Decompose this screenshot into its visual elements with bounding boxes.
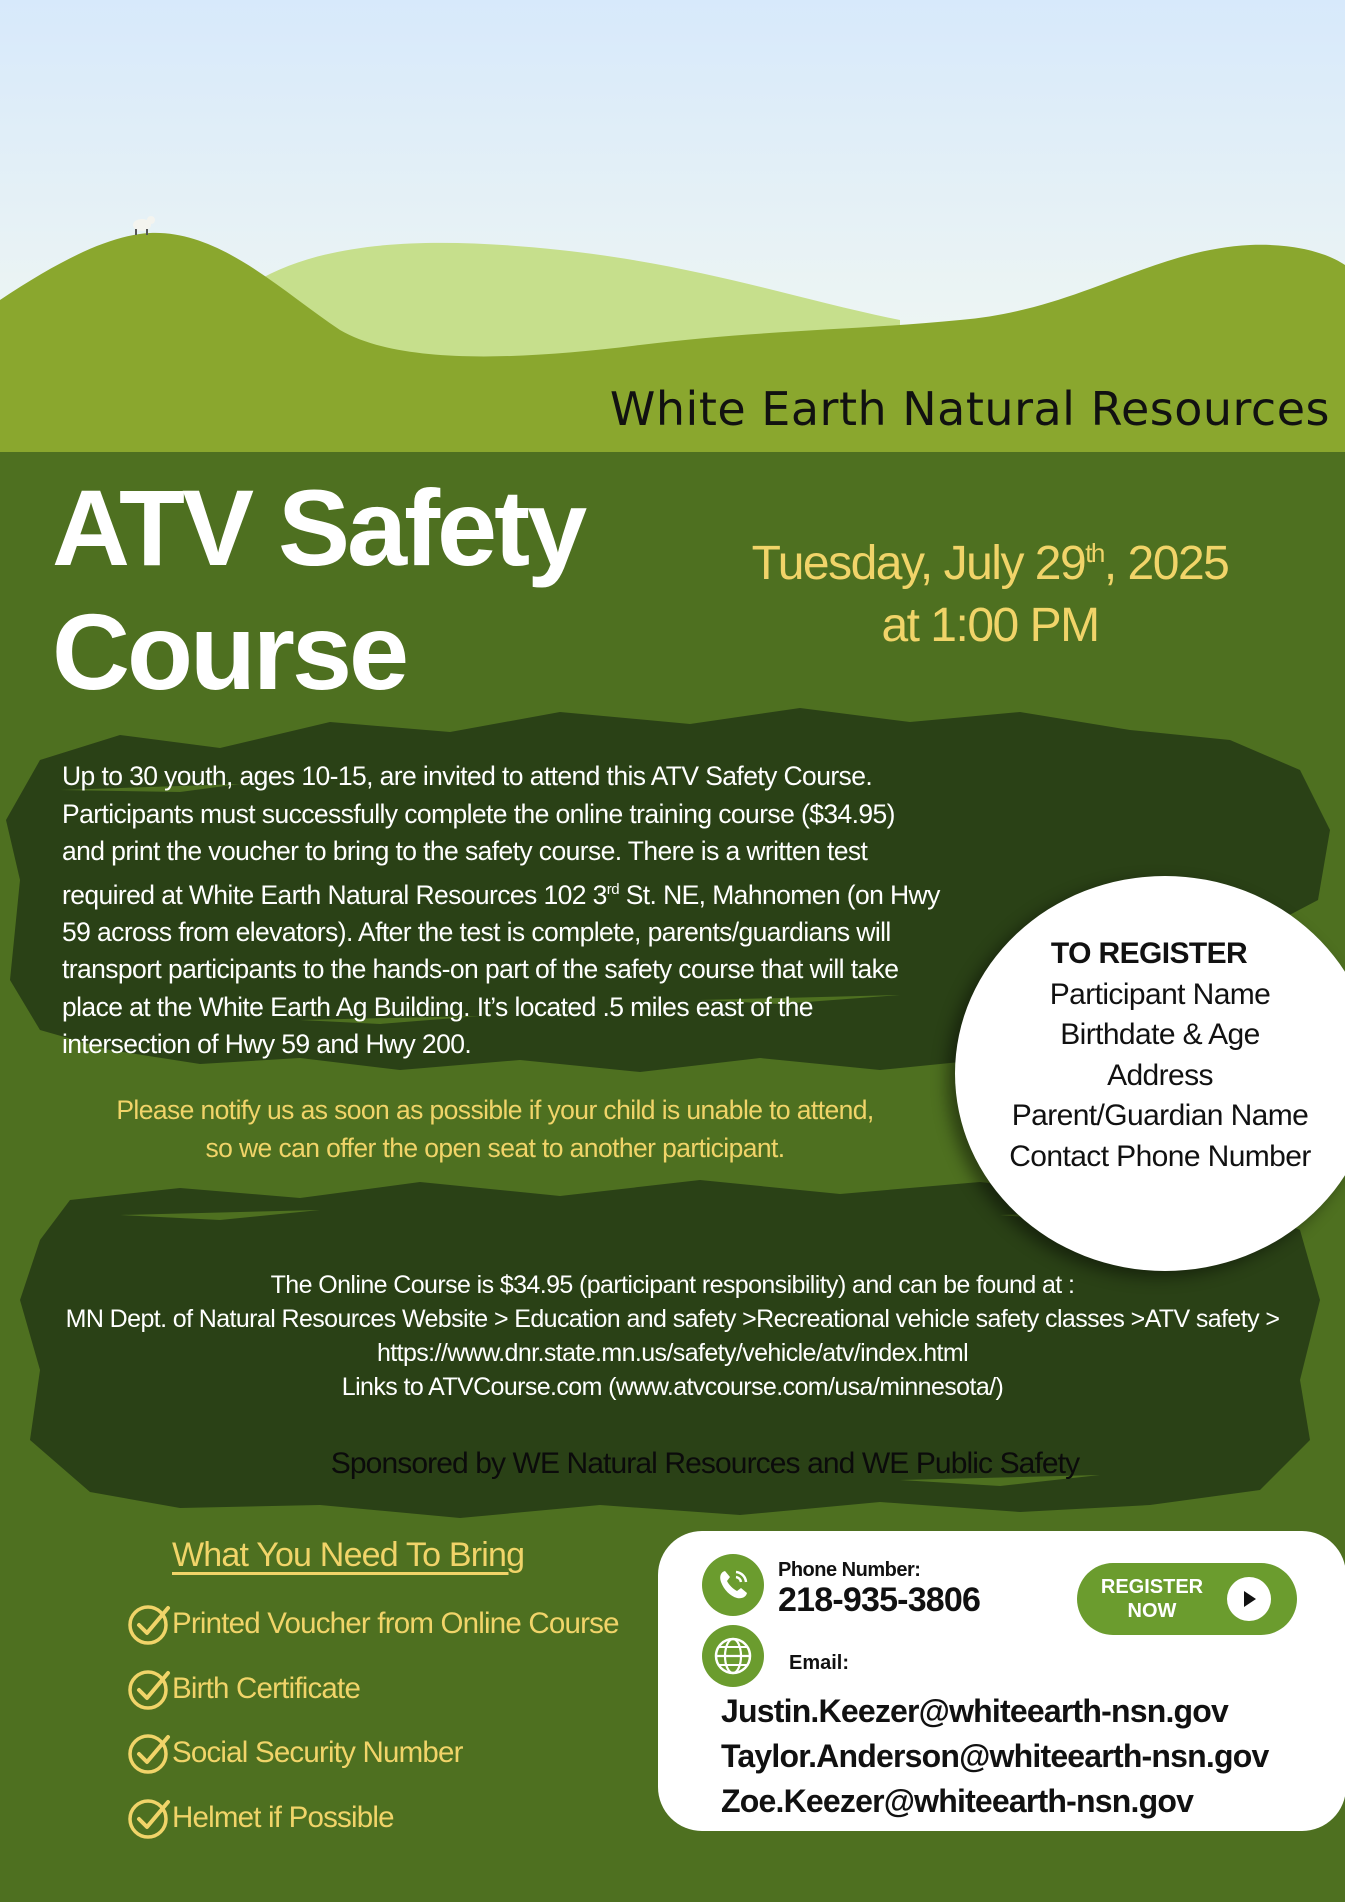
bring-item-label: Helmet if Possible bbox=[172, 1800, 394, 1834]
event-date bbox=[700, 522, 1280, 657]
email-label: Email: bbox=[789, 1652, 850, 1674]
check-circle-icon bbox=[128, 1731, 172, 1775]
intro-sup: rd bbox=[606, 880, 619, 898]
event-time: at 1:00 PM bbox=[881, 599, 1099, 652]
organization-name: White Earth Natural Resources bbox=[609, 382, 1330, 436]
register-item: Participant Name bbox=[1049, 977, 1271, 1011]
phone-number[interactable]: 218-935-3806 bbox=[778, 1581, 981, 1619]
list-item bbox=[128, 1657, 688, 1722]
title-line-1: ATV Safety bbox=[52, 467, 585, 588]
intro-text-1: Up to 30 youth, ages 10-15, are invited to attend this ATV Safety Course. Participants must successfully complete the online training course ($34.95) and print the voucher to bring to the safety course. There is a written test required at White Earth Natural Resources 102 3 bbox=[62, 761, 895, 910]
online-course-path: MN Dept. of Natural Resources Website > Education and safety >Recreational vehicle safety classes >ATV safety > bbox=[65, 1305, 1280, 1333]
intro-text-2: St. NE, Mahnomen (on Hwy 59 across from elevators). After the test is complete, parents/guardians will transport participants to the hands-on part of the safety course that will take place at the White Earth Ag Building. It’s located .5 miles east of the intersection of Hwy 59 and Hwy 200. bbox=[62, 879, 940, 1060]
email-link[interactable]: Justin.Keezer@whiteearth-nsn.gov bbox=[721, 1693, 1229, 1729]
bring-heading: What You Need To Bring bbox=[172, 1536, 525, 1574]
date-suffix: th bbox=[1085, 538, 1104, 568]
check-circle-icon bbox=[128, 1667, 172, 1711]
email-link[interactable]: Zoe.Keezer@whiteearth-nsn.gov bbox=[721, 1783, 1194, 1819]
globe-icon bbox=[702, 1625, 764, 1687]
online-course-line: The Online Course is $34.95 (participant responsibility) and can be found at : bbox=[270, 1271, 1075, 1299]
register-title: TO REGISTER bbox=[1050, 937, 1248, 970]
date-text: Tuesday, July 29 bbox=[751, 537, 1086, 590]
phone-icon bbox=[702, 1554, 764, 1616]
notify-line-1: Please notify us as soon as possible if your child is unable to attend, bbox=[116, 1095, 874, 1125]
email-link[interactable]: Taylor.Anderson@whiteearth-nsn.gov bbox=[721, 1738, 1269, 1774]
bring-item-label: Printed Voucher from Online Course bbox=[172, 1607, 619, 1641]
date-line bbox=[700, 522, 1280, 595]
list-item bbox=[128, 1592, 688, 1657]
bring-item-label: Birth Certificate bbox=[172, 1671, 361, 1705]
bring-item-label: Social Security Number bbox=[172, 1736, 463, 1770]
list-item bbox=[128, 1786, 688, 1851]
online-course-info bbox=[40, 1268, 1305, 1404]
arrow-right-icon bbox=[1227, 1577, 1271, 1621]
check-circle-icon bbox=[128, 1796, 172, 1840]
register-info bbox=[975, 934, 1345, 1177]
page-title bbox=[52, 466, 692, 714]
register-item: Address bbox=[1107, 1058, 1213, 1092]
notify-line-2: so we can offer the open seat to another participant. bbox=[205, 1133, 785, 1163]
dnr-link[interactable]: https://www.dnr.state.mn.us/safety/vehicle/atv/index.html bbox=[376, 1339, 969, 1367]
register-item: Birthdate & Age bbox=[1060, 1018, 1260, 1051]
sponsor-text: Sponsored by WE Natural Resources and WE Public Safety bbox=[330, 1447, 1080, 1480]
register-item: Parent/Guardian Name bbox=[1011, 1099, 1309, 1132]
email-list bbox=[721, 1689, 1269, 1824]
intro-paragraph bbox=[62, 758, 942, 1064]
list-item bbox=[128, 1721, 688, 1786]
title-line-2: Course bbox=[52, 591, 407, 712]
register-now-button[interactable] bbox=[1077, 1563, 1297, 1635]
bring-list bbox=[128, 1592, 688, 1850]
register-item: Contact Phone Number bbox=[1009, 1139, 1311, 1173]
atvcourse-link[interactable]: Links to ATVCourse.com (www.atvcourse.com/usa/minnesota/) bbox=[341, 1373, 1004, 1401]
check-circle-icon bbox=[128, 1602, 172, 1646]
notify-message bbox=[60, 1091, 930, 1167]
register-button-label: REGISTER NOW bbox=[1100, 1576, 1204, 1622]
phone-label: Phone Number: bbox=[778, 1559, 921, 1581]
date-year: , 2025 bbox=[1103, 537, 1229, 590]
